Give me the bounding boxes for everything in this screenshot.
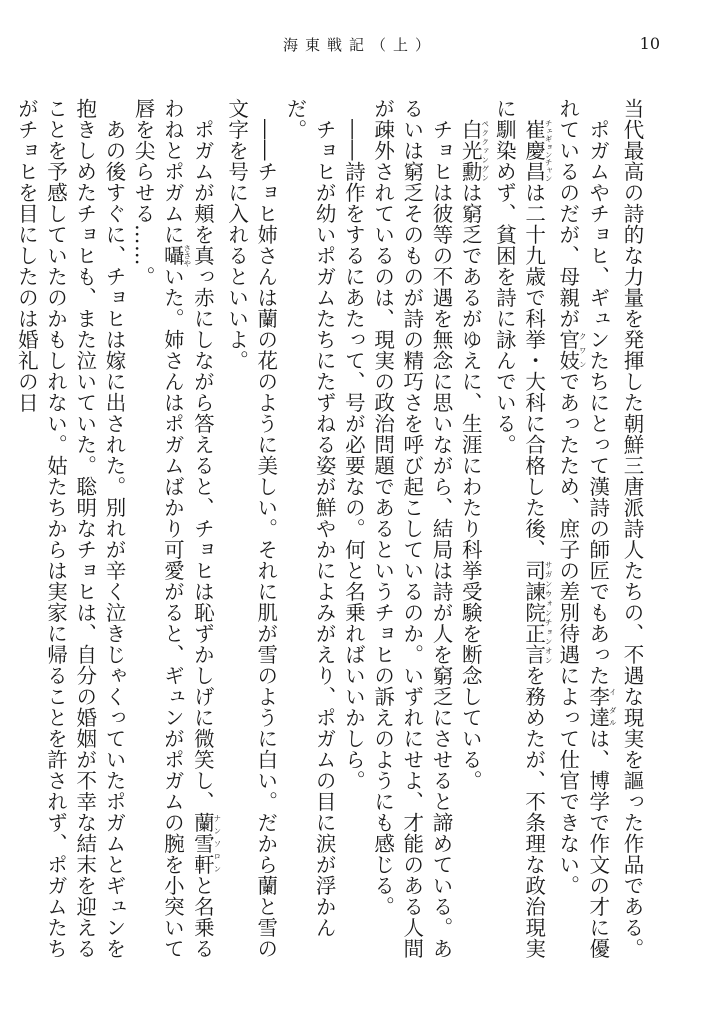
ruby-base: 蘭雪軒 xyxy=(190,811,215,875)
paragraph xyxy=(221,98,279,978)
ruby-reading: ナンソロン xyxy=(212,811,222,875)
text-run: あの後すぐに、チョヒは嫁に出された。別れが辛く泣きじゃくっていたポガムとギュンを抱きしめたチョヒも、また泣いていた。聡明なチョヒは、自分の婚姻が不幸な結末を迎えることを予感していたのかもしれない。姑たちからは実家に帰ることを許されず、ポガムたちがチョヒを目にしたのは婚礼の日 xyxy=(14,98,126,959)
ruby-reading: イ ダル xyxy=(608,685,618,728)
paragraph xyxy=(367,98,455,978)
ruby-annotated-term xyxy=(160,244,192,267)
ruby-annotated-term xyxy=(585,685,618,728)
running-header-title: 海東戦記（上） xyxy=(282,36,437,54)
ruby-reading: チェギョンチャン xyxy=(544,118,554,182)
ruby-annotated-term xyxy=(555,329,588,371)
vertical-body-text xyxy=(14,98,646,978)
ruby-reading: クワン xyxy=(578,329,588,371)
ruby-base: 司諫院正言 xyxy=(521,559,546,665)
ruby-base: 李達 xyxy=(585,685,610,728)
paragraph xyxy=(338,98,367,978)
ruby-annotated-term xyxy=(190,811,222,875)
ruby-reading: サガンウォンチョンオン xyxy=(544,559,554,665)
ruby-base: 囁 xyxy=(160,244,185,267)
text-run: いた。姉さんはポガムばかり可愛がると、ギュンがポガムの腕を小突いて唇を尖らせる……。 xyxy=(131,98,185,959)
text-run: チョヒが幼いポガムたちにたずねる姿が鮮やかによみがえり、ポガムの目に涙が浮かんだ。 xyxy=(282,98,337,938)
text-run: は二十九歳で科挙・大科に合格した後、 xyxy=(521,181,546,560)
text-run: ポガムやチョヒ、ギュンたちにとって漢詩の師匠でもあった xyxy=(585,118,610,686)
text-run: は窮乏であるがゆえに、生涯にわたり科挙受験を断念している。 xyxy=(458,181,483,791)
text-run: であったため、庶子の差別待遇によって仕官できない。 xyxy=(555,371,580,896)
paragraph xyxy=(280,98,338,978)
paragraph xyxy=(11,98,128,978)
text-run: ――チョヒ姉さんは蘭の花のように美しい。それに肌が雪のように白い。だから蘭と雪の文字を号に入れるといいよ。 xyxy=(224,98,278,959)
text-run: は、博学で作文の才に優れているのだが、母親が xyxy=(555,98,610,959)
ruby-reading: ささや xyxy=(182,244,192,267)
page-number: 10 xyxy=(639,34,660,53)
text-run: と名乗るわねとポガムに xyxy=(160,98,215,959)
text-run: チョヒは彼等の不遇を無念に思いながら、結局は詩が人を窮乏にさせると諦めている。あるいは窮乏そのものが詩の精巧さを呼び起こしているのか。いずれにせよ、才能のある人間が疎外されているのは、現実の政治問題であるというチョヒの訴えのようにも感じる。 xyxy=(370,98,453,959)
text-run: 当代最高の詩的な力量を発揮した朝鮮三唐派詩人たちの、不遇な現実を謳った作品である。 xyxy=(620,98,644,959)
ruby-base: 官妓 xyxy=(555,329,580,371)
text-run: ――詩作をするにあたって、号が必要なの。何と名乗ればいいかしら。 xyxy=(341,118,366,791)
ruby-annotated-term xyxy=(521,118,554,182)
paragraph xyxy=(553,98,617,978)
paragraph xyxy=(617,98,646,978)
ruby-reading: ペククァングン xyxy=(480,118,490,182)
ruby-annotated-term xyxy=(521,559,554,665)
ruby-base: 崔慶昌 xyxy=(521,118,546,182)
ruby-base: 白光勳 xyxy=(458,118,483,182)
paragraph xyxy=(489,98,552,978)
text-run: ポガムが頬を真っ赤にしながら答えると、チョヒは恥ずかしげに微笑し、 xyxy=(190,118,215,812)
text-run: を務めたが、不条理な政治現実に馴染めず、貧困を詩に詠んでいる。 xyxy=(492,98,546,959)
paragraph xyxy=(455,98,489,978)
ruby-annotated-term xyxy=(458,118,490,182)
paragraph xyxy=(128,98,221,978)
